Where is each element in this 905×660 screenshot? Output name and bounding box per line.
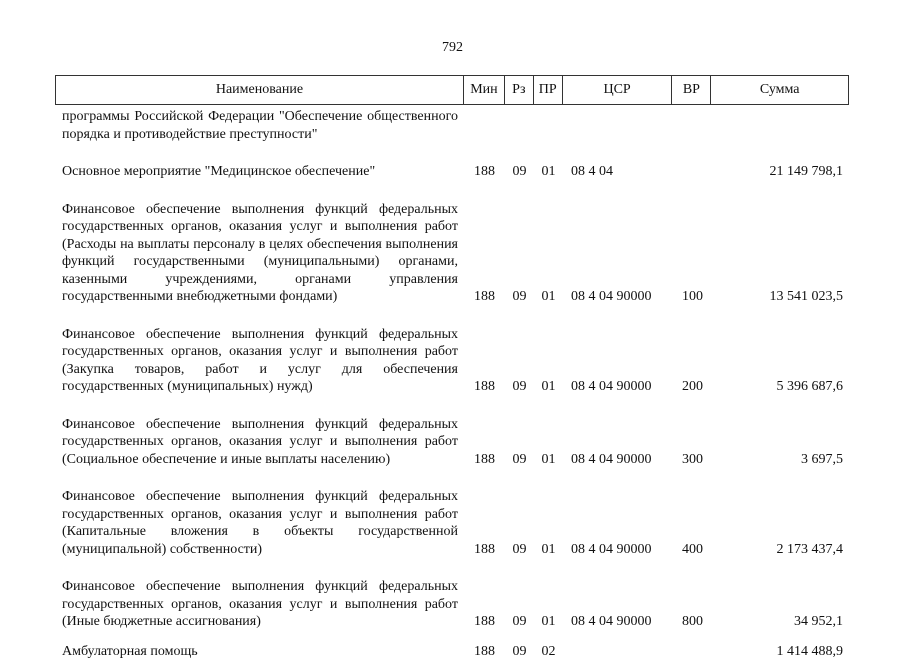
- header-vr: ВР: [672, 76, 711, 104]
- header-rz: Рз: [505, 76, 534, 104]
- row-min: 188: [464, 643, 505, 660]
- row-min: 188: [464, 451, 505, 469]
- row-vr: 100: [673, 288, 712, 306]
- table-row: [55, 416, 849, 469]
- row-rz: 09: [505, 541, 534, 559]
- row-pr: 01: [534, 288, 563, 306]
- row-pr: 01: [534, 613, 563, 631]
- row-spacer: [55, 558, 849, 578]
- table-row: [55, 201, 849, 306]
- row-sum: 34 952,1: [712, 613, 849, 631]
- row-min: 188: [464, 541, 505, 559]
- row-pr: 02: [534, 643, 563, 660]
- row-vr: 800: [673, 613, 712, 631]
- table-body: [55, 108, 849, 660]
- table-row: [55, 163, 849, 181]
- row-name: Финансовое обеспечение выполнения функций федеральных государственных органов, оказания услуг и выполнения работ (Капитальные вложения в объекты государственной (муниципальной) собственности): [55, 488, 464, 558]
- row-csr: 08 4 04 90000: [563, 541, 673, 559]
- page-number: 792: [0, 40, 905, 56]
- row-sum: 5 396 687,6: [712, 378, 849, 396]
- row-rz: 09: [505, 378, 534, 396]
- row-csr: 08 4 04 90000: [563, 288, 673, 306]
- header-sum: Сумма: [711, 76, 848, 104]
- row-pr: 01: [534, 163, 563, 181]
- table-row: [55, 578, 849, 631]
- row-csr: 08 4 04 90000: [563, 451, 673, 469]
- table-row: [55, 108, 849, 143]
- row-rz: 09: [505, 643, 534, 660]
- row-sum: 13 541 023,5: [712, 288, 849, 306]
- row-name: Финансовое обеспечение выполнения функций федеральных государственных органов, оказания услуг и выполнения работ (Социальное обеспечение и иные выплаты населению): [55, 416, 464, 469]
- row-min: 188: [464, 613, 505, 631]
- table-row: [55, 326, 849, 396]
- table-header: [55, 75, 849, 105]
- row-spacer: [55, 143, 849, 163]
- row-csr: 08 4 04 90000: [563, 378, 673, 396]
- row-name: Основное мероприятие "Медицинское обеспечение": [55, 163, 464, 181]
- row-min: 188: [464, 378, 505, 396]
- table-row: [55, 643, 849, 660]
- row-pr: 01: [534, 378, 563, 396]
- row-pr: 01: [534, 451, 563, 469]
- row-vr: 400: [673, 541, 712, 559]
- row-name: Финансовое обеспечение выполнения функций федеральных государственных органов, оказания услуг и выполнения работ (Иные бюджетные ассигнования): [55, 578, 464, 631]
- row-vr: 200: [673, 378, 712, 396]
- row-rz: 09: [505, 451, 534, 469]
- row-name: Финансовое обеспечение выполнения функций федеральных государственных органов, оказания услуг и выполнения работ (Закупка товаров, работ и услуг для обеспечения государственных (муниципальных) нужд): [55, 326, 464, 396]
- row-rz: 09: [505, 613, 534, 631]
- row-spacer: [55, 306, 849, 326]
- row-spacer: [55, 468, 849, 488]
- row-spacer: [55, 181, 849, 201]
- header-min: Мин: [464, 76, 505, 104]
- header-name: Наименование: [56, 76, 464, 104]
- row-name: программы Российской Федерации "Обеспечение общественного порядка и противодействие преступности": [55, 108, 464, 143]
- row-name: Финансовое обеспечение выполнения функций федеральных государственных органов, оказания услуг и выполнения работ (Расходы на выплаты персоналу в целях обеспечения выполнения функций государственными (муниципальными) органами, казенными учреждениями, органами управления государственными внебюджетными фондами): [55, 201, 464, 306]
- row-csr: 08 4 04: [563, 163, 673, 181]
- row-min: 188: [464, 163, 505, 181]
- row-name: Амбулаторная помощь: [55, 643, 464, 660]
- table-row: [55, 488, 849, 558]
- row-spacer: [55, 631, 849, 643]
- row-sum: 21 149 798,1: [712, 163, 849, 181]
- row-pr: 01: [534, 541, 563, 559]
- row-sum: 1 414 488,9: [712, 643, 849, 660]
- header-csr: ЦСР: [563, 76, 673, 104]
- row-rz: 09: [505, 163, 534, 181]
- row-csr: 08 4 04 90000: [563, 613, 673, 631]
- row-sum: 3 697,5: [712, 451, 849, 469]
- row-min: 188: [464, 288, 505, 306]
- header-pr: ПР: [534, 76, 563, 104]
- row-sum: 2 173 437,4: [712, 541, 849, 559]
- row-vr: 300: [673, 451, 712, 469]
- row-rz: 09: [505, 288, 534, 306]
- row-spacer: [55, 396, 849, 416]
